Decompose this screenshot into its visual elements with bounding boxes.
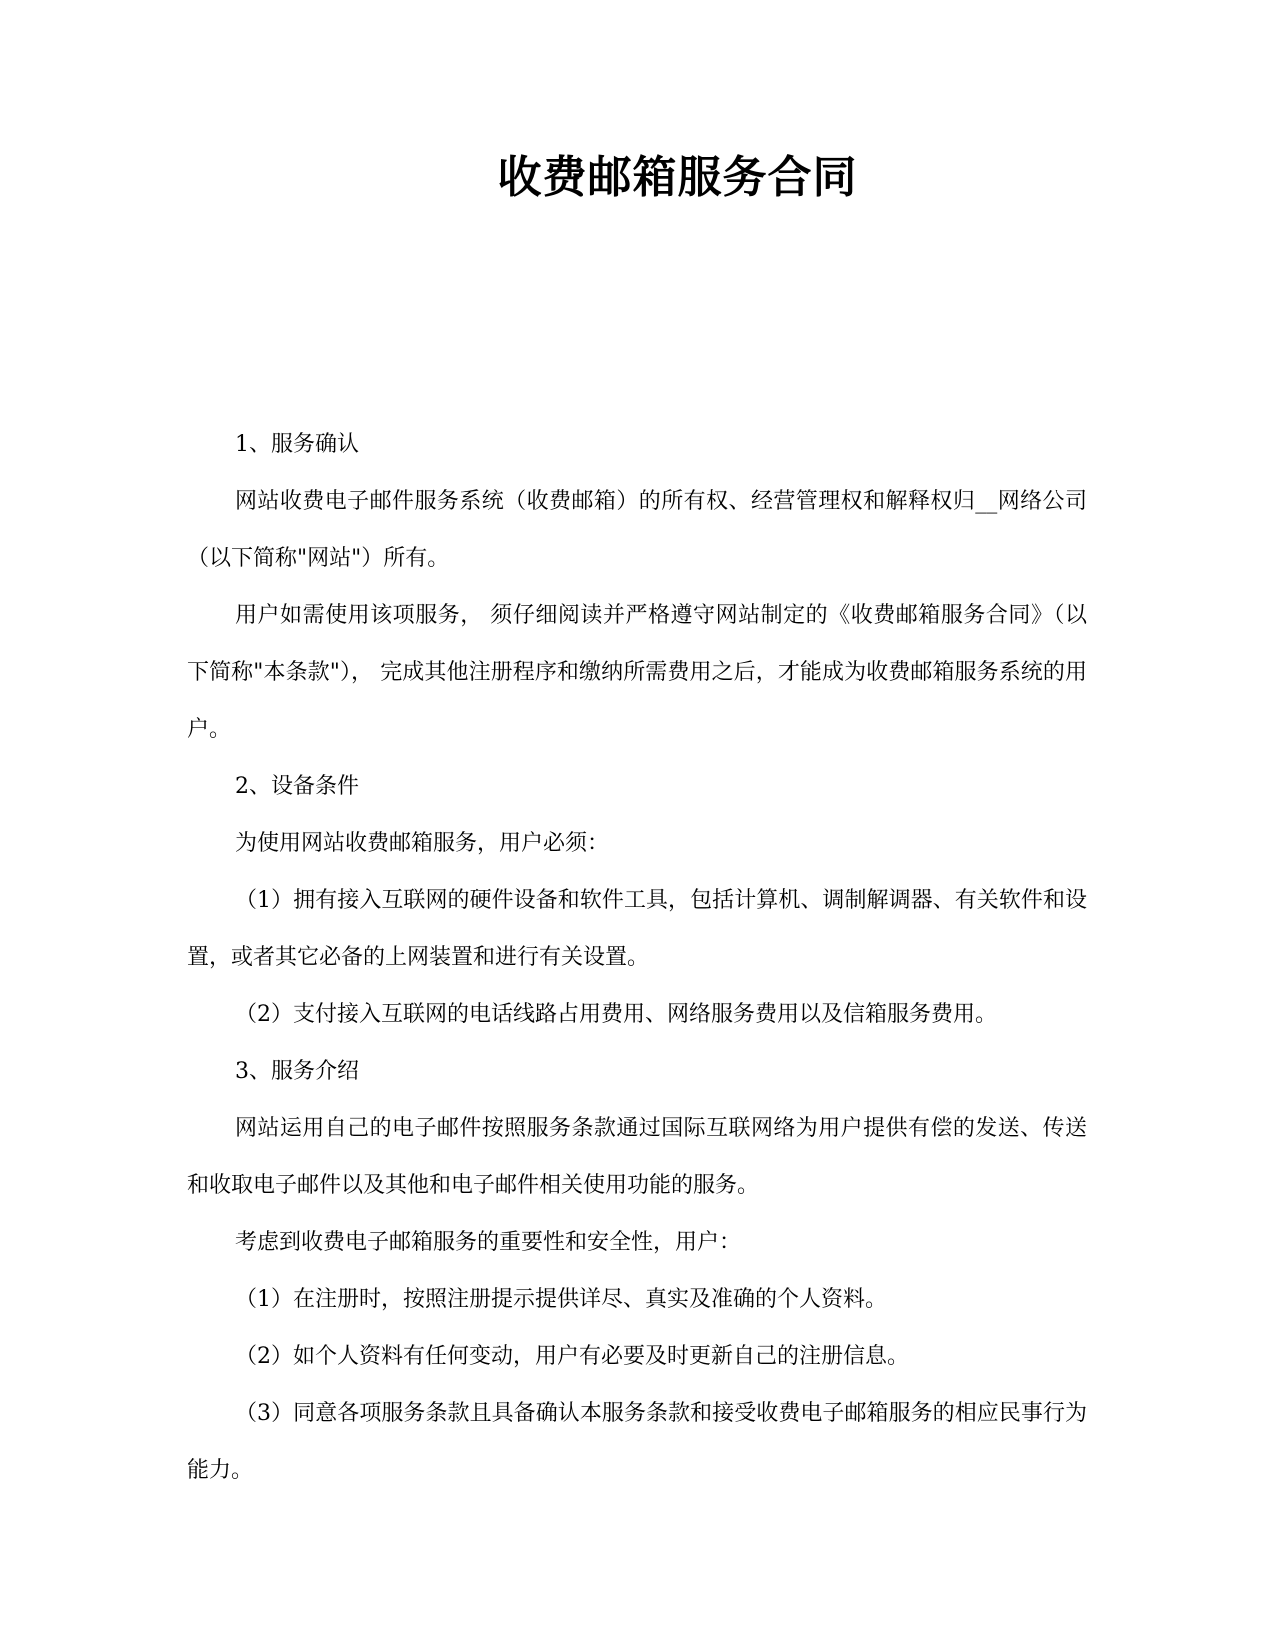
paragraph-requirements-intro: 为使用网站收费邮箱服务，用户必须： bbox=[235, 831, 610, 856]
list-item-registration-info: （1）在注册时，按照注册提示提供详尽、真实及准确的个人资料。 bbox=[235, 1287, 887, 1312]
paragraph-user-agreement: 用户如需使用该项服务， 须仔细阅读并严格遵守网站制定的《收费邮箱服务合同》（以下简称"本条款"）， 完成其他注册程序和缴纳所需费用之后，才能成为收费邮箱服务系统的用户。 bbox=[187, 603, 1087, 742]
document-body bbox=[187, 416, 1087, 1499]
paragraph-user-obligations-intro: 考虑到收费电子邮箱服务的重要性和安全性，用户： bbox=[235, 1230, 742, 1255]
list-item-fees: （2）支付接入互联网的电话线路占用费用、网络服务费用以及信箱服务费用。 bbox=[235, 1002, 997, 1027]
list-item-update-info: （2）如个人资料有任何变动，用户有必要及时更新自己的注册信息。 bbox=[235, 1344, 909, 1369]
list-item-hardware: （1）拥有接入互联网的硬件设备和软件工具，包括计算机、调制解调器、有关软件和设置，或者其它必备的上网装置和进行有关设置。 bbox=[187, 888, 1087, 970]
section-heading-1: 1、服务确认 bbox=[235, 432, 359, 457]
document-title: 收费邮箱服务合同 bbox=[497, 152, 858, 203]
section-heading-3: 3、服务介绍 bbox=[235, 1059, 359, 1084]
list-item-legal-capacity: （3）同意各项服务条款且具备确认本服务条款和接受收费电子邮箱服务的相应民事行为能力。 bbox=[187, 1401, 1087, 1483]
section-heading-2: 2、设备条件 bbox=[235, 774, 359, 799]
paragraph-service-description: 网站运用自己的电子邮件按照服务条款通过国际互联网络为用户提供有偿的发送、传送和收取电子邮件以及其他和电子邮件相关使用功能的服务。 bbox=[187, 1116, 1087, 1198]
paragraph-ownership: 网站收费电子邮件服务系统（收费邮箱）的所有权、经营管理权和解释权归__网络公司（以下简称"网站"）所有。 bbox=[187, 489, 1087, 571]
